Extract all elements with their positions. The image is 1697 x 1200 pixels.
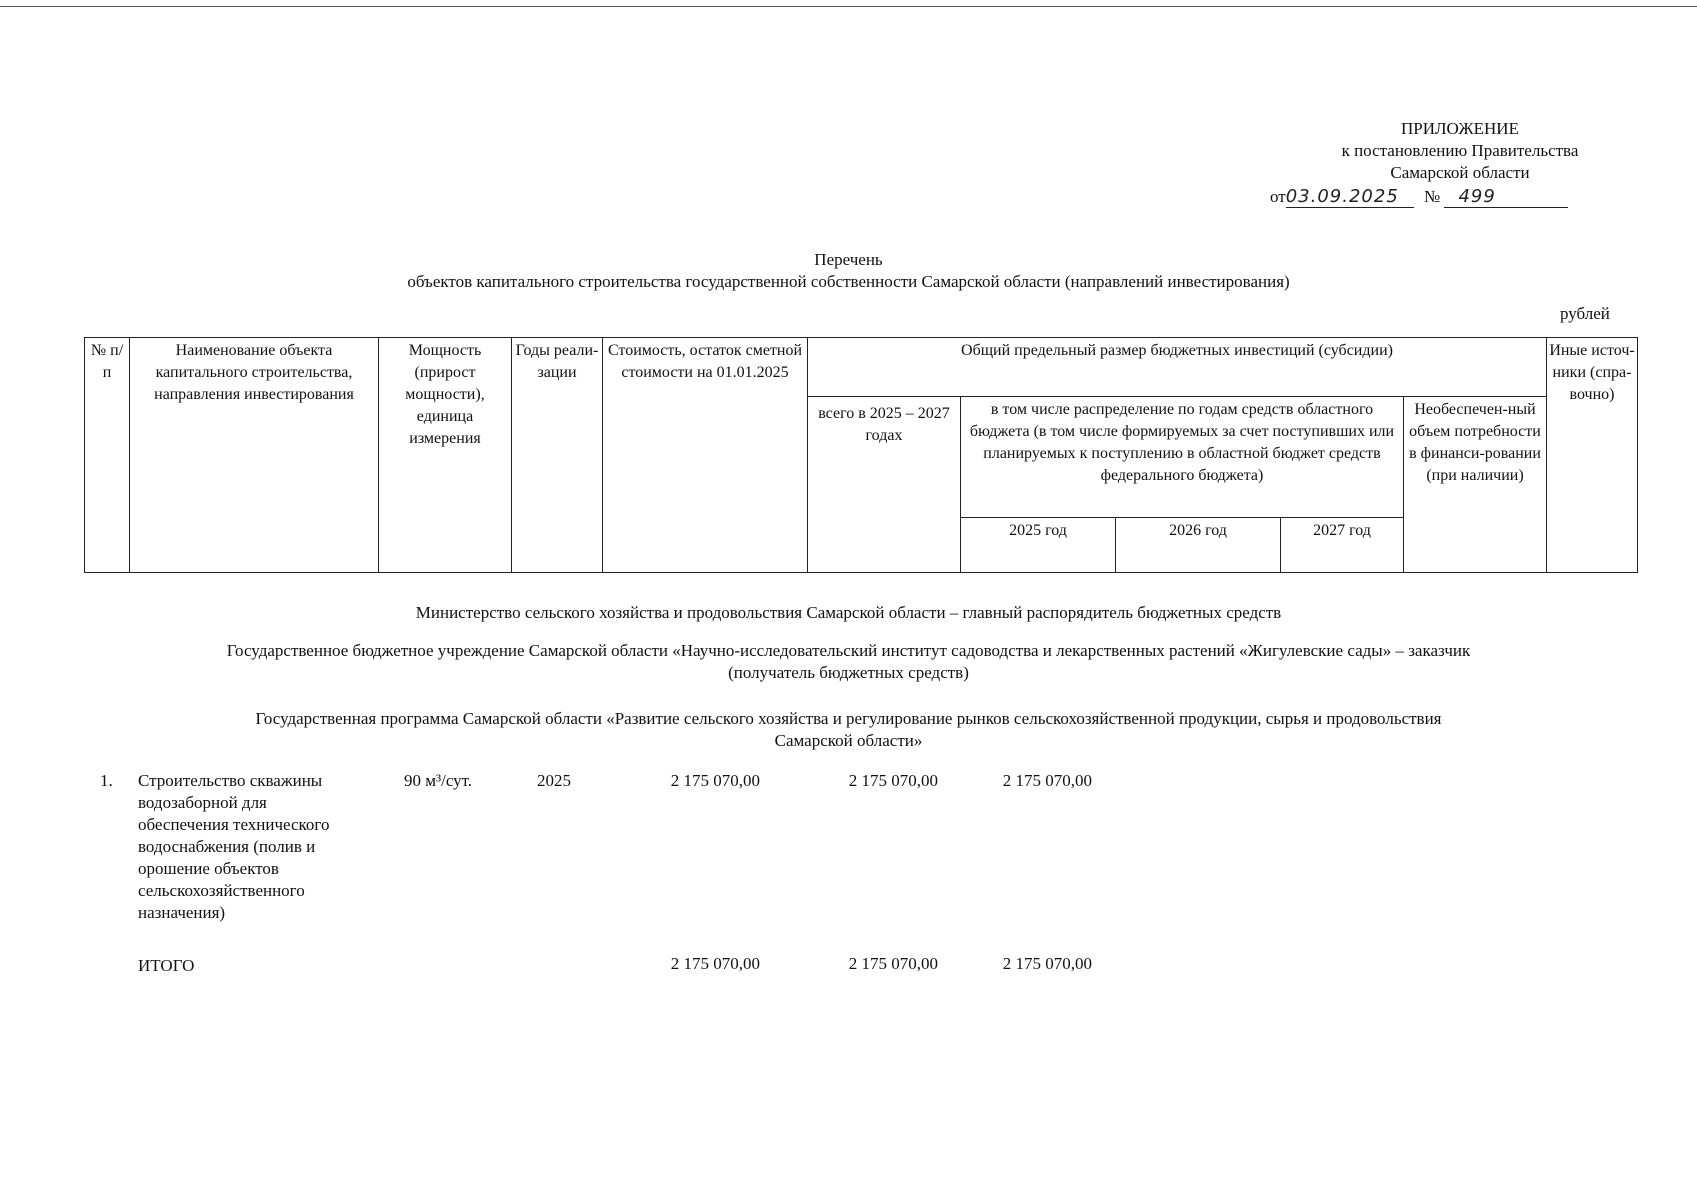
program-line1: Государственная программа Самарской области «Развитие сельского хозяйства и регулирование рынков сельскохозяйственной продукции, сырья и продовольствия [255, 709, 1442, 728]
date-prefix: от [1270, 187, 1286, 206]
customer-line1: Государственное бюджетное учреждение Самарской области «Научно-исследовательский институт садоводства и лекарственных растений «Жигулевские сады» – заказчик [226, 641, 1471, 660]
row-name-line: обеспечения технического [138, 815, 330, 834]
annex-date-number [1270, 186, 1568, 208]
total-cost: 2 175 070,00 [670, 954, 760, 973]
total-label: ИТОГО [138, 956, 195, 975]
title-line2: объектов капитального строительства государственной собственности Самарской области (направлений инвестирования) [407, 272, 1290, 291]
annex-line2: Самарской области [1390, 163, 1530, 182]
top-border-line [0, 6, 1697, 7]
annex-line1: к постановлению Правительства [1341, 141, 1579, 160]
th-years: Годы реали-зации [512, 338, 603, 573]
ministry-line: Министерство сельского хозяйства и продовольствия Самарской области – главный распорядитель бюджетных средств [415, 603, 1282, 622]
row-name-line: водоснабжения (полив и [138, 837, 316, 856]
th-2025: 2025 год [961, 518, 1116, 573]
row-no: 1. [100, 771, 113, 790]
total-total: 2 175 070,00 [848, 954, 938, 973]
doc-title [0, 249, 1697, 293]
customer-block [0, 640, 1697, 684]
th-2026: 2026 год [1116, 518, 1281, 573]
row-name [138, 770, 378, 924]
customer-line2: (получатель бюджетных средств) [728, 663, 969, 682]
th-total: всего в 2025 – 2027 годах [808, 397, 961, 573]
row-name-line: водозаборной для [138, 793, 267, 812]
row-cost: 2 175 070,00 [670, 771, 760, 790]
row-total: 2 175 070,00 [848, 771, 938, 790]
title-line1: Перечень [814, 250, 883, 269]
row-name-line: назначения) [138, 903, 226, 922]
header-table [84, 337, 1638, 573]
th-2027: 2027 год [1281, 518, 1404, 573]
th-distribution: в том числе распределение по годам средств областного бюджета (в том числе формируемых за счет поступивших или планируемых к поступлению в областной бюджет средств федерального бюджета) [961, 397, 1404, 518]
total-2025: 2 175 070,00 [1002, 954, 1092, 973]
annex-block [1250, 118, 1670, 184]
program-block [0, 708, 1697, 752]
th-no: № п/п [85, 338, 130, 573]
th-total-group: Общий предельный размер бюджетных инвестиций (субсидии) [808, 338, 1547, 397]
number-handwritten: 499 [1444, 186, 1568, 208]
th-name: Наименование объекта капитального строительства, направления инвестирования [130, 338, 379, 573]
th-cost: Стоимость, остаток сметной стоимости на 01.01.2025 [603, 338, 808, 573]
units-label: рублей [1560, 304, 1610, 323]
annex-title: ПРИЛОЖЕНИЕ [1401, 119, 1519, 138]
row-name-line: Строительство скважины [138, 771, 323, 790]
th-capacity: Мощность (прирост мощности), единица измерения [379, 338, 512, 573]
th-unfunded: Необеспечен-ный объем потребности в финанси-ровании (при наличии) [1404, 397, 1547, 573]
program-line2: Самарской области» [774, 731, 923, 750]
th-other: Иные источ-ники (спра-вочно) [1547, 338, 1638, 573]
row-years: 2025 [537, 771, 571, 790]
date-handwritten: 03.09.2025 [1286, 186, 1414, 208]
row-name-line: сельскохозяйственного [138, 881, 305, 900]
row-2025: 2 175 070,00 [1002, 771, 1092, 790]
number-prefix: № [1423, 187, 1441, 206]
row-capacity: 90 м³/сут. [404, 771, 473, 790]
row-name-line: орошение объектов [138, 859, 279, 878]
